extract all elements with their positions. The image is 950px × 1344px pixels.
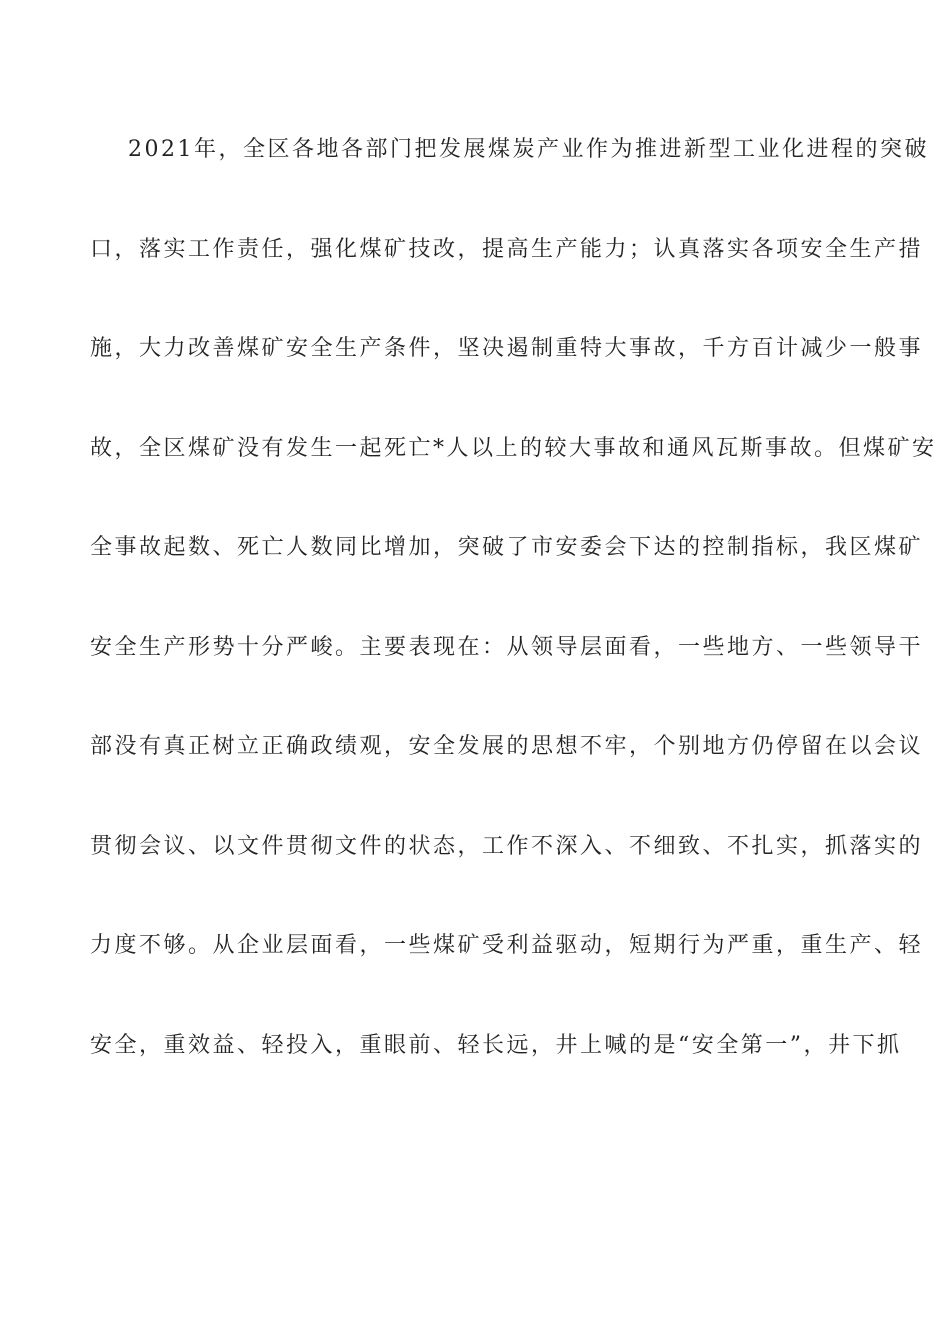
paragraph-line: 安全生产形势十分严峻。主要表现在：从领导层面看，一些地方、一些领导干 <box>90 634 924 660</box>
paragraph-line: 全事故起数、死亡人数同比增加，突破了市安委会下达的控制指标，我区煤矿 <box>90 535 924 560</box>
paragraph-line: 故，全区煤矿没有发生一起死亡*人以上的较大事故和通风瓦斯事故。但煤矿安 <box>90 435 937 461</box>
paragraph-line: 安全，重效益、轻投入，重眼前、轻长远，井上喊的是“安全第一”，井下抓 <box>90 1032 902 1058</box>
paragraph-line: 力度不够。从企业层面看，一些煤矿受利益驱动，短期行为严重，重生产、轻 <box>90 933 924 958</box>
paragraph-line: 口，落实工作责任，强化煤矿技改，提高生产能力；认真落实各项安全生产措 <box>90 236 924 262</box>
body-paragraph <box>90 130 937 1125</box>
paragraph-line: 贯彻会议、以文件贯彻文件的状态，工作不深入、不细致、不扎实，抓落实的 <box>90 833 924 859</box>
paragraph-line: 部没有真正树立正确政绩观，安全发展的思想不牢，个别地方仍停留在以会议 <box>90 734 924 759</box>
paragraph-line: 施，大力改善煤矿安全生产条件，坚决遏制重特大事故，千方百计减少一般事 <box>90 336 924 361</box>
paragraph-line: 2021年，全区各地各部门把发展煤炭产业作为推进新型工业化进程的突破 <box>128 137 929 162</box>
